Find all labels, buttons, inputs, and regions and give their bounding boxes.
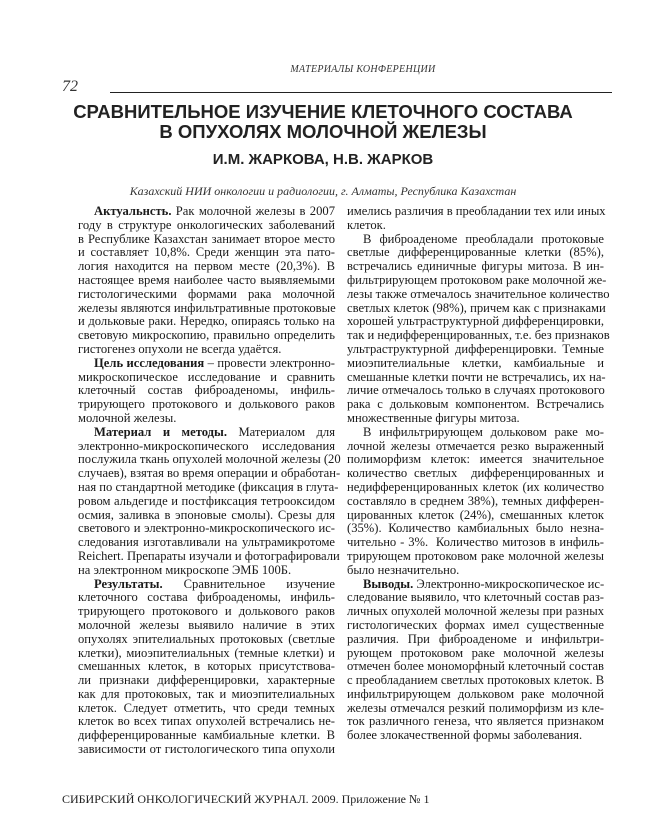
text-line [78,233,335,247]
text-line [78,509,335,523]
line-text: клетки), миоэпителиальных (темные клетки) и [78,645,335,660]
text-line [347,440,604,454]
text-line [347,219,604,233]
text-line [78,398,335,412]
text-line [78,536,335,550]
line-text: клеток во всех типах опухолей встречались не- [78,714,335,729]
line-text: было незначительно. [347,562,460,577]
line-text: встречались единичные фигуры митоза. В ин- [347,259,604,274]
text-line [347,647,604,661]
text-line [347,578,604,592]
line-text: цированных клеток (24%), смешанных клеток [347,507,604,522]
line-text: инфильтрирующем дольковом раке молочной [347,686,604,701]
text-line [347,729,604,743]
line-text: миоэпителиальные клетки, камбиальные и [347,355,604,370]
text-line [78,412,335,426]
section-heading: Актуальнсть. [94,204,172,218]
text-line [347,384,604,398]
text-line [347,467,604,481]
line-text: В фиброаденоме преобладали протоковые [363,231,604,246]
line-text: более злокачественной формы заболевания. [347,728,583,743]
line-text: гистологических формах имел существенные [347,617,604,632]
text-line [78,260,335,274]
page-number: 72 [62,78,78,95]
text-line [347,328,610,343]
line-text: лочной железы отмечается резко выраженный [347,438,604,453]
text-line [78,343,335,357]
line-text: на электронном микроскопе ЭМБ 100Б. [78,562,292,577]
text-line [347,315,604,329]
text-line [347,398,604,412]
text-line [78,246,335,260]
right-column [347,204,610,743]
text-line [78,302,335,316]
text-line [347,564,604,578]
text-line [78,495,335,509]
line-text: дифференцированные камбиальные клетки. В [78,728,335,743]
paragraph [347,578,604,744]
paragraph [78,205,335,357]
paragraph [347,231,610,426]
text-line [78,329,335,343]
paragraph [78,424,341,578]
section-heading: Цель исследования [94,355,205,370]
line-text: лезы также отмечалось значительное количество [347,286,610,301]
header-rule [110,92,612,93]
text-line [347,343,604,357]
text-line [78,715,335,729]
text-line [78,619,335,633]
line-text: случаев), взятая во время операции и обработан- [78,466,341,481]
line-text: с преобладанием светлых протоковых клеток. В [347,673,605,688]
text-line [78,548,340,564]
line-text: светлых клеток (98%), причем как с признаками [347,300,606,315]
text-line [78,729,335,743]
line-text: отмечен более мономорфный клеточный состав [347,659,604,674]
line-text: как для протоковых, так и миоэпителиальных [78,686,335,701]
line-text: следования изготавливали на ультрамикротоме [78,535,335,550]
title-line: СРАВНИТЕЛЬНОЕ ИЗУЧЕНИЕ КЛЕТОЧНОГО СОСТАВА [73,101,573,122]
text-line [78,426,335,440]
text-line [78,205,335,219]
line-text: и составляет 10,8%. Среди женщин эта пато- [78,245,335,260]
article-title [40,102,606,142]
text-line [78,288,335,302]
text-line [347,371,604,385]
line-text: ультраструктурной дифференцировки. Темные [347,341,604,356]
left-column [78,204,341,757]
text-line [347,205,604,219]
text-line [78,522,335,536]
text-line [78,357,335,371]
text-line [78,660,335,674]
text-line [347,522,604,536]
text-line [78,702,335,716]
text-line [347,286,610,302]
text-line [347,495,604,509]
line-text: (35%). Количество камбиальных было незна- [347,521,604,536]
line-text: железы являются инфильтративные протоковые [78,300,336,315]
line-text: Reichert. Препараты изучали и фотографировали [78,548,340,563]
line-text: светового и электронно-микроскопического ис- [78,521,335,536]
text-line [78,384,335,398]
line-text: зависимости от гистологического типа опухоли [78,742,335,757]
line-text: ровом альдегиде и постфиксация тетрооксидом [78,493,335,508]
text-line [347,605,604,619]
text-line [78,440,335,454]
section-heading: Материал и методы. [94,424,227,439]
line-text: опухолях эпителиальных протоковых (светлые [78,631,335,646]
text-line [347,453,604,467]
line-text: Сравнительное изучение [162,576,335,591]
text-line [78,591,335,605]
line-text: молочной железы. [78,410,177,425]
line-text: В инфильтрирующем дольковом раке мо- [363,424,604,439]
text-line [347,357,604,371]
text-line [347,246,604,260]
text-line [78,633,335,647]
line-text: полиморфизм клеток: имеется значительное [347,452,604,467]
text-line [78,219,335,233]
text-line [78,371,335,385]
section-heading: Результаты. [94,576,163,591]
line-text: логия находится на первом месте (20,3%). В [78,259,335,274]
text-line [78,578,335,592]
line-text: рующем протоковом раке молочной железы [347,645,604,660]
paragraph [347,426,604,578]
text-line [347,715,604,729]
text-line [78,674,335,688]
text-line [347,591,604,605]
line-text: хорошей ультраструктурной дифференцировки, [347,314,604,329]
running-head: МАТЕРИАЛЫ КОНФЕРЕНЦИИ [290,64,436,75]
line-text: ток различного генеза, что является признаком [347,714,604,729]
text-line [347,509,604,523]
line-text: гистологическими формами рака молочной [78,286,335,301]
line-text: смешанные клетки почти не встречались, их на- [347,369,606,384]
text-line [78,315,335,329]
line-text: настоящее время наиболее часто выявляемыми [78,272,335,287]
line-text: микроскопическое исследование и сравнить [78,369,335,384]
text-line [78,466,341,481]
line-text: трирующего протокового и долькового раков [78,604,335,619]
line-text: следование выявило, что клеточный состав раз- [347,590,604,605]
line-text: световую микроскопию, правильно определить [78,328,335,343]
text-line [347,260,604,274]
text-line [78,688,335,702]
section-heading: Выводы. [363,576,414,591]
text-line [347,660,604,674]
line-text: – провести электронно- [204,355,335,370]
line-text: недифференцированных клеток (их количество [347,479,604,494]
line-text: клеточного состава фиброаденомы, инфиль- [78,590,335,605]
title-line: В ОПУХОЛЯХ МОЛОЧНОЙ ЖЕЛЕЗЫ [159,121,487,142]
line-text: количество светлых дифференцированных и [347,466,604,481]
line-text: послужила ткань опухолей молочной железы (20 [78,452,341,467]
text-line [78,647,335,661]
line-text: железы отмечался резкий полиморфизм из кле- [347,700,604,715]
line-text: имелись различия в преобладании тех или иных [347,204,606,218]
line-text: и дольковые раки. Нередко, опираясь только на [78,314,335,329]
article-affiliation: Казахский НИИ онкологии и радиологии, г. Алматы, Республика Казахстан [129,184,517,198]
paragraph [78,578,335,757]
line-text: ная по стандартной методике (фиксация в глута- [78,479,339,494]
text-line [347,233,604,247]
line-text: гистогенез опухоли не всегда удаётся. [78,341,282,356]
text-line [347,481,604,495]
line-text: фильтрирующем протоковом раке молочной же- [347,272,607,287]
line-text: личие отмечалось только в случаях протокового [347,383,605,398]
line-text: личных опухолей молочной железы при разных [347,604,604,619]
text-line [347,688,604,702]
line-text: клеточный состав фиброаденомы, инфиль- [78,383,335,398]
line-text: клеток. Следует отметить, что среди темных [78,700,335,715]
text-line [347,536,604,550]
line-text: различия. При фиброаденоме и инфильтри- [347,631,604,646]
line-text: Материалом для [227,424,335,439]
line-text: Рак молочной железы в 2007 [171,204,335,218]
journal-footer: СИБИРСКИЙ ОНКОЛОГИЧЕСКИЙ ЖУРНАЛ. 2009. Приложение № 1 [62,792,430,806]
paragraph [78,357,335,426]
text-line [78,452,341,467]
text-line [347,426,604,440]
line-text: осмия, заливка в эпоновые смолы). Срезы для [78,507,335,522]
text-line [347,302,604,316]
line-text: трирующего протокового и долькового раков [78,397,335,412]
line-text: клеток. [347,217,386,232]
line-text: светлые дифференцированные клетки (85%), [347,245,604,260]
line-text: электронно-микроскопического исследования [78,438,335,453]
text-line [347,550,604,564]
line-text: составляло в среднем 38%), темных дифферен- [347,493,604,508]
line-text: чительно - 3%. Количество митозов в инфиль- [347,535,604,550]
text-line [347,702,604,716]
line-text: молочной железы выявило наличие в этих [78,617,335,632]
line-text: смешанных клеток, в которых присутствова- [78,659,335,674]
line-text: ли признаки дифференцировки, характерные [78,673,335,688]
text-line [347,272,607,288]
text-line [78,274,335,288]
paragraph [347,205,604,233]
article-authors: И.М. ЖАРКОВА, Н.В. ЖАРКОВ [212,151,434,168]
line-text: множественные фигуры митоза. [347,410,520,425]
line-text: в Республике Казахстан занимает второе место [78,231,335,246]
line-text: году в структуре онкологических заболеваний [78,217,335,232]
line-text: Электронно-микроскопическое ис- [413,576,605,591]
line-text: трирующем протоковом раке молочной железы [347,548,604,563]
text-line [78,564,335,578]
text-line [347,412,604,426]
line-text: рака с дольковым компонентом. Встречались [347,397,604,412]
text-line [347,633,604,647]
text-line [78,605,335,619]
text-line [78,479,339,495]
text-line [347,674,604,688]
text-line [347,619,604,633]
text-line [78,743,335,757]
line-text: так и недифференцированных, т.е. без признаков [347,328,610,343]
